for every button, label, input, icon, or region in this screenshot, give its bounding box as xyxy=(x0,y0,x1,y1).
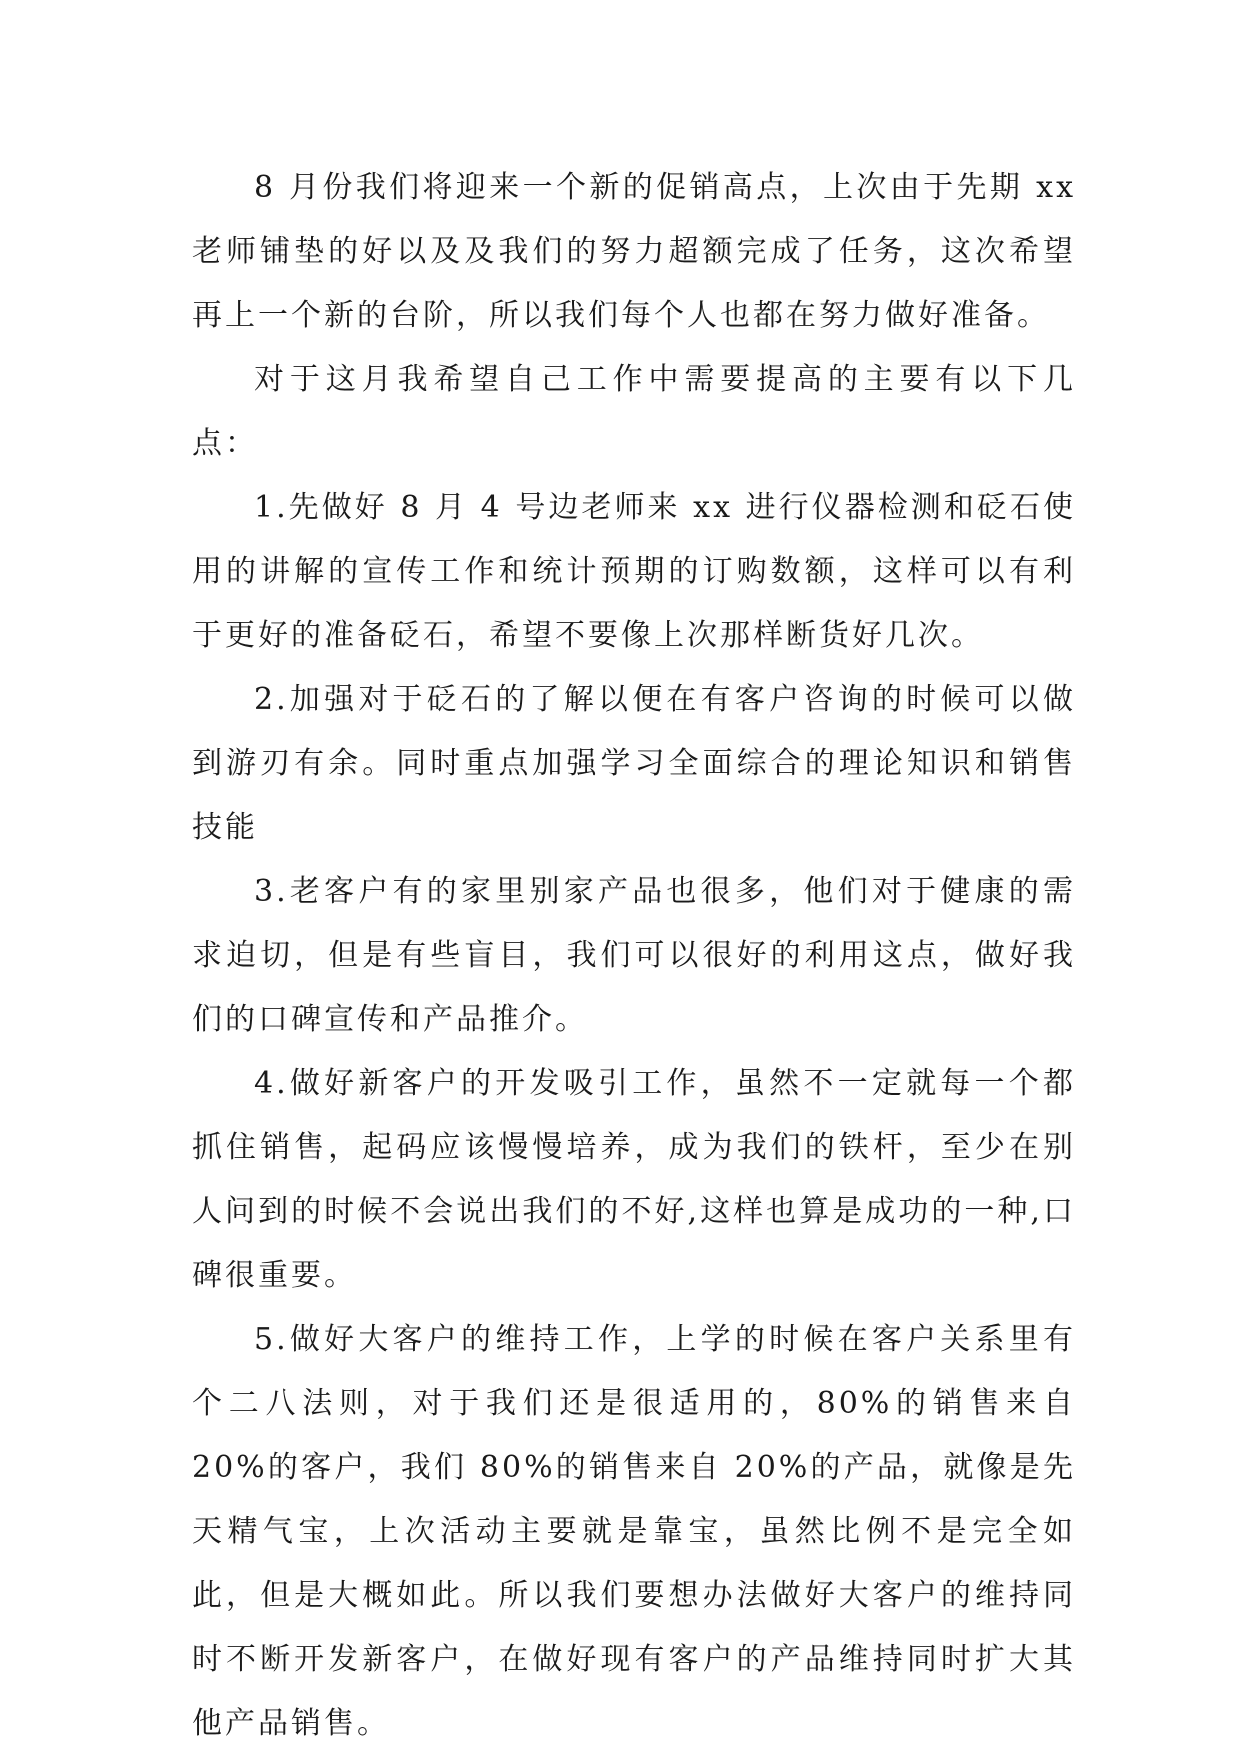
paragraph-intro: 8 月份我们将迎来一个新的促销高点，上次由于先期 xx 老师铺垫的好以及及我们的努力超额完成了任务，这次希望再上一个新的台阶，所以我们每个人也都在努力做好准备。 xyxy=(192,170,1076,333)
paragraph-point-5: 5.做好大客户的维持工作，上学的时候在客户关系里有个二八法则，对于我们还是很适用的，80%的销售来自 20%的客户，我们 80%的销售来自 20%的产品，就像是先天精气宝，上次活动主要就是靠宝，虽然比例不是完全如此，但是大概如此。所以我们要想办法做好大客户的维持同时不断开发新客户，在做好现有客户的产品维持同时扩大其他产品销售。 xyxy=(192,1322,1076,1741)
paragraph-point-4: 4.做好新客户的开发吸引工作，虽然不一定就每一个都抓住销售，起码应该慢慢培养，成为我们的铁杆，至少在别人问到的时候不会说出我们的不好,这样也算是成功的一种,口碑很重要。 xyxy=(192,1066,1076,1293)
document-body xyxy=(192,156,1076,1756)
paragraph-point-2: 2.加强对于砭石的了解以便在有客户咨询的时候可以做到游刃有余。同时重点加强学习全面综合的理论知识和销售技能 xyxy=(192,682,1076,845)
paragraph-point-3: 3.老客户有的家里别家产品也很多，他们对于健康的需求迫切，但是有些盲目，我们可以很好的利用这点，做好我们的口碑宣传和产品推介。 xyxy=(192,874,1076,1037)
paragraph-goals-heading: 对于这月我希望自己工作中需要提高的主要有以下几点： xyxy=(192,362,1076,461)
paragraph-point-1: 1.先做好 8 月 4 号边老师来 xx 进行仪器检测和砭石使用的讲解的宣传工作和统计预期的订购数额，这样可以有利于更好的准备砭石，希望不要像上次那样断货好几次。 xyxy=(192,490,1076,653)
